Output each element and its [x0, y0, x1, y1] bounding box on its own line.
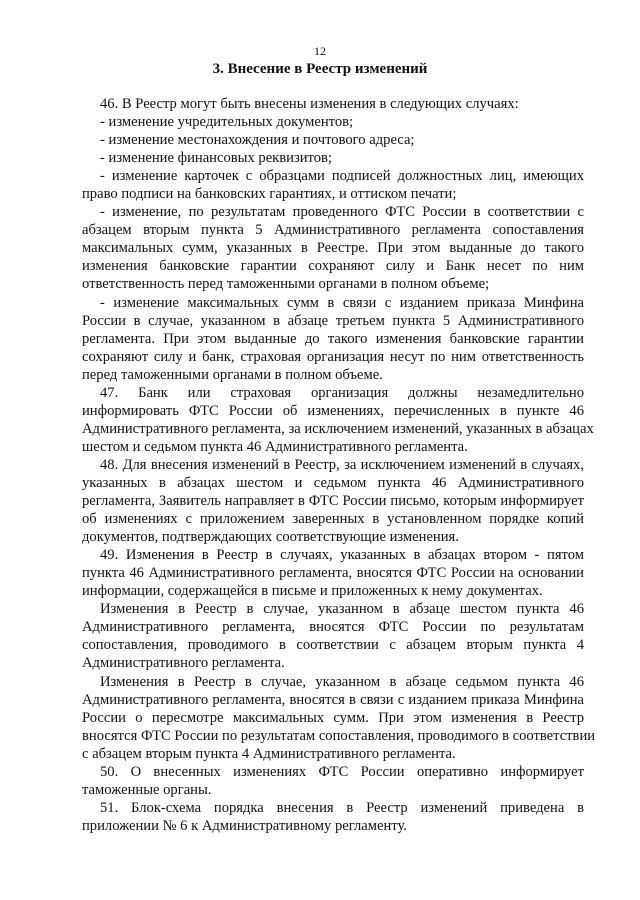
text-line: вносятся ФТС России по результатам сопоставления, проводимого в соответствии: [82, 727, 596, 744]
text-line: ответственность перед таможенными органами в полном объеме;: [82, 276, 490, 293]
text-line: таможенные органы.: [82, 781, 212, 798]
paragraph: [82, 149, 584, 167]
text-line: 47. Банк или страховая организация должны незамедлительно: [100, 384, 584, 401]
text-line: регламента, Заявитель направляет в ФТС России письмо, которым информирует: [82, 493, 584, 510]
text-line: - изменение местонахождения и почтового адреса;: [100, 132, 415, 149]
text-line: - изменение учредительных документов;: [100, 114, 354, 131]
text-line: 50. О внесенных изменениях ФТС России оперативно информирует: [100, 763, 584, 780]
text-line: абзацем вторым пункта 5 Административного регламента сопоставления: [82, 222, 584, 239]
paragraph: [82, 546, 584, 600]
text-line: сопоставления, проводимого в соответствии с абзацем вторым пункта 4: [82, 637, 584, 654]
paragraph: [82, 763, 584, 799]
section-title: 3. Внесение в Реестр изменений: [212, 61, 428, 77]
text-line: Изменения в Реестр в случае, указанном в абзаце шестом пункта 46: [100, 601, 584, 618]
text-line: информации, содержащейся в письме и приложенных к нему документах.: [82, 583, 543, 600]
text-line: максимальных сумм, указанных в Реестре. При этом выданные до такого: [82, 240, 584, 257]
text-line: перед таможенными органами в полном объеме.: [82, 366, 383, 383]
paragraph: [82, 799, 584, 835]
text-line: Административного регламента.: [82, 655, 285, 672]
text-line: право подписи на банковских гарантиях, и оттиском печати;: [82, 186, 457, 203]
text-line: Административного регламента, за исключением изменений, указанных в абзацах: [82, 420, 594, 437]
text-line: России в случае, указанном в абзаце третьем пункта 5 Административного: [82, 312, 584, 329]
text-line: приложении № 6 к Административному регламенту.: [82, 817, 407, 834]
paragraph: [82, 167, 584, 203]
text-line: с абзацем вторым пункта 4 Административного регламента.: [82, 745, 456, 762]
text-line: пункта 46 Административного регламента, вносятся ФТС России на основании: [82, 565, 584, 582]
text-line: Административного регламента, вносятся ФТС России по результатам: [82, 619, 584, 636]
text-line: информировать ФТС России об изменениях, перечисленных в пункте 46: [82, 402, 584, 419]
document-body: [82, 95, 596, 835]
text-line: - изменение финансовых реквизитов;: [100, 150, 332, 167]
text-line: Изменения в Реестр в случае, указанном в абзаце седьмом пункта 46: [100, 673, 584, 690]
paragraph: [82, 113, 584, 131]
paragraph: [82, 673, 596, 763]
text-line: - изменение, по результатам проведенного ФТС России в соответствии с: [100, 204, 584, 221]
text-line: изменения банковские гарантии сохраняют силу и Банк несет по ним: [82, 258, 584, 275]
paragraph: [82, 95, 584, 113]
text-line: 46. В Реестр могут быть внесены изменения в следующих случаях:: [100, 96, 519, 112]
text-line: Административного регламента, вносятся в связи с изданием приказа Минфина: [82, 691, 584, 708]
text-line: 49. Изменения в Реестр в случаях, указанных в абзацах втором - пятом: [100, 547, 584, 564]
paragraph: [82, 456, 584, 546]
text-line: 48. Для внесения изменений в Реестр, за исключением изменений в случаях,: [100, 456, 584, 473]
paragraph: [82, 294, 584, 384]
text-line: - изменение максимальных сумм в связи с изданием приказа Минфина: [100, 294, 584, 311]
paragraph: [82, 203, 584, 293]
text-line: регламента. При этом выданные до такого изменения банковские гарантии: [82, 330, 584, 347]
paragraph: [82, 131, 584, 149]
paragraph: [82, 384, 594, 456]
text-line: 51. Блок-схема порядка внесения в Реестр изменений приведена в: [100, 799, 584, 816]
text-line: сохраняют силу и банк, страховая организация несут по ним ответственность: [82, 348, 584, 365]
text-line: шестом и седьмом пункта 46 Административного регламента.: [82, 438, 468, 455]
text-line: об изменениях с приложением заверенных в установленном порядке копий: [82, 511, 584, 528]
page-number: 12: [314, 44, 326, 58]
text-line: - изменение карточек с образцами подписей должностных лиц, имеющих: [100, 168, 584, 185]
paragraph: [82, 600, 584, 672]
text-line: России о пересмотре максимальных сумм. При этом изменения в Реестр: [82, 709, 584, 726]
text-line: документов, подтверждающих соответствующие изменения.: [82, 529, 459, 546]
text-line: указанных в абзацах шестом и седьмом пункта 46 Административного: [82, 474, 584, 491]
